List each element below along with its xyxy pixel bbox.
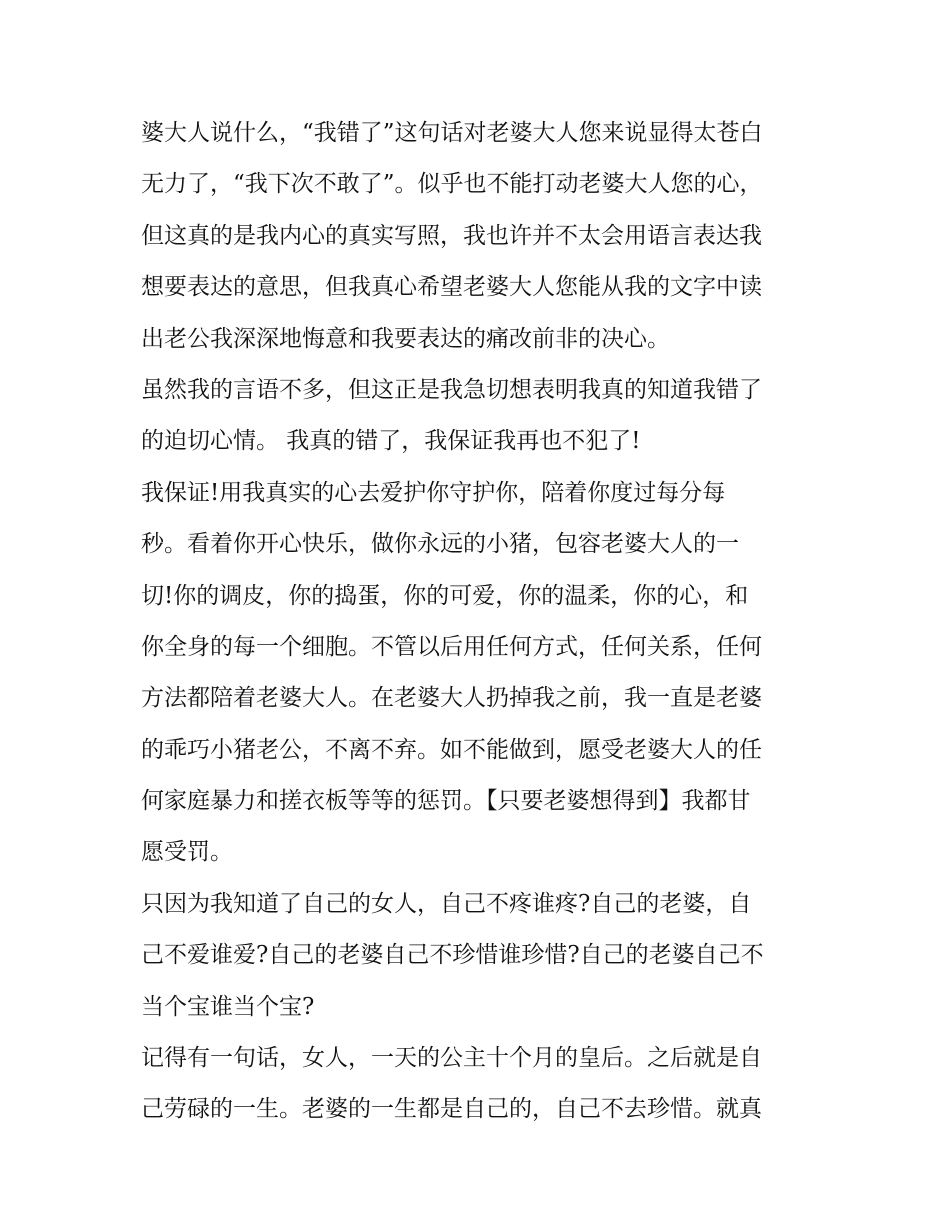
- text-line: 虽然我的言语不多，但这正是我急切想表明我真的知道我错了: [141, 376, 762, 403]
- text-line: 婆大人说什么，“我错了”这句话对老婆大人您来说显得太苍白: [141, 120, 763, 146]
- document-body: [141, 108, 821, 1136]
- text-line: 记得有一句话，女人，一天的公主十个月的皇后。之后就是自: [141, 1045, 762, 1072]
- text-line: 的迫切心情。 我真的错了，我保证我再也不犯了!: [141, 428, 641, 455]
- text-line: 想要表达的意思，但我真心希望老婆大人您能从我的文字中读: [141, 274, 762, 301]
- text-line: 切!你的调皮，你的捣蛋，你的可爱，你的温柔，你的心，和: [141, 582, 749, 609]
- text-line: 无力了，“我下次不敢了”。似乎也不能打动老婆大人您的心，: [141, 171, 763, 198]
- text-line: 方法都陪着老婆大人。在老婆大人扔掉我之前，我一直是老婆: [141, 685, 762, 712]
- text-line: 当个宝谁当个宝?: [141, 993, 315, 1020]
- text-line: 秒。看着你开心快乐，做你永远的小猪，包容老婆大人的一: [141, 531, 739, 558]
- text-line: 出老公我深深地悔意和我要表达的痛改前非的决心。: [141, 325, 670, 352]
- text-line: 何家庭暴力和搓衣板等等的惩罚。【只要老婆想得到】我都甘: [141, 788, 751, 815]
- text-line: 我保证!用我真实的心去爱护你守护你，陪着你度过每分每: [141, 479, 726, 506]
- text-line: 己不爱谁爱?自己的老婆自己不珍惜谁珍惜?自己的老婆自己不: [141, 942, 764, 969]
- text-line: 愿受罚。: [141, 839, 233, 866]
- text-line: 只因为我知道了自己的女人，自己不疼谁疼?自己的老婆，自: [141, 890, 752, 917]
- text-line: 己劳碌的一生。老婆的一生都是自己的，自己不去珍惜。就真: [141, 1096, 762, 1123]
- text-line: 但这真的是我内心的真实写照，我也许并不太会用语言表达我: [141, 222, 762, 249]
- text-line: 的乖巧小猪老公，不离不弃。如不能做到，愿受老婆大人的任: [141, 736, 762, 763]
- text-line: 你全身的每一个细胞。不管以后用任何方式，任何关系，任何: [141, 633, 762, 660]
